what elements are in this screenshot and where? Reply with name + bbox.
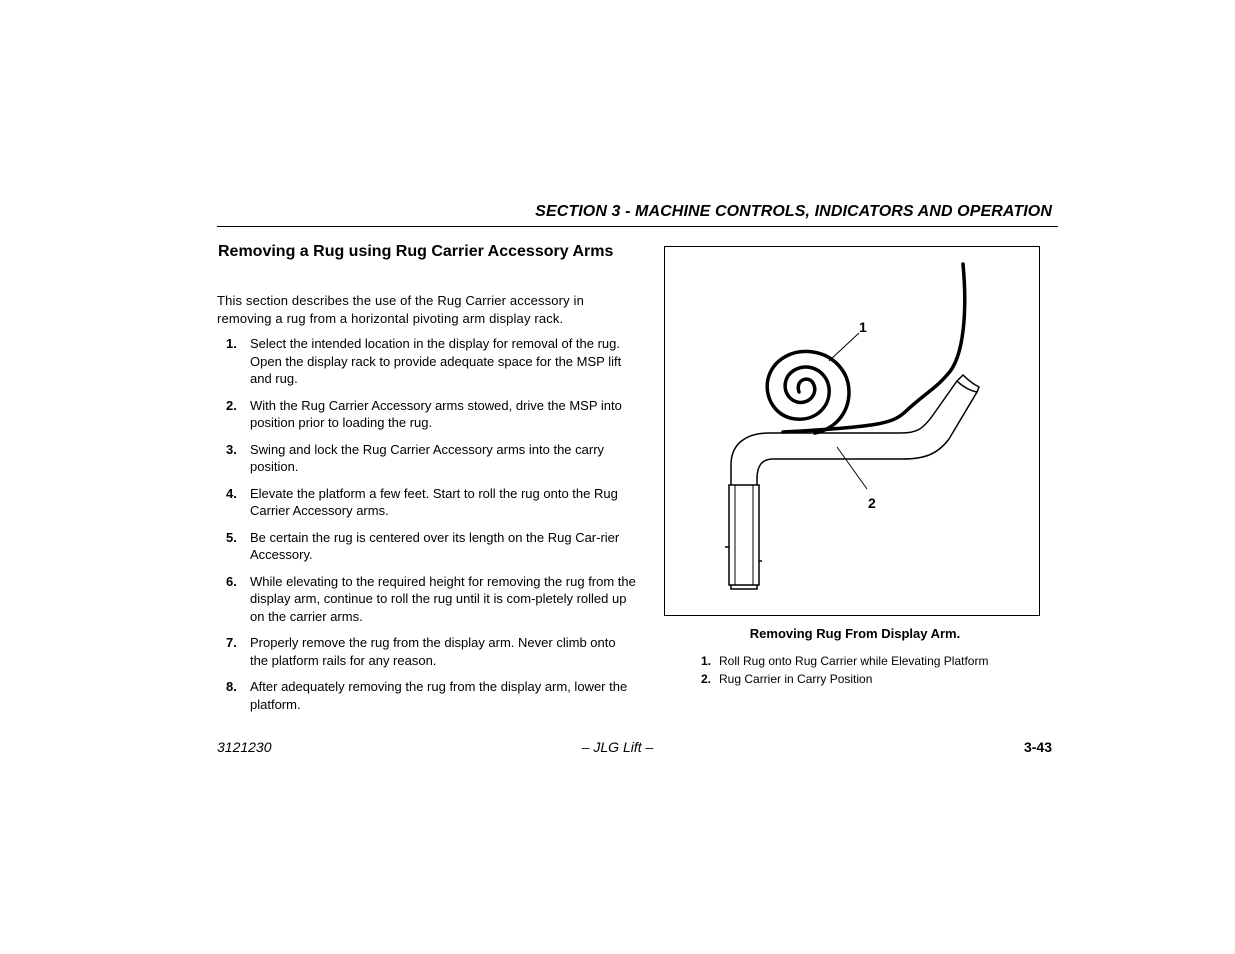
- rolled-rug-spiral: [767, 351, 849, 433]
- list-item: [701, 652, 1041, 670]
- figure-box: [664, 246, 1040, 616]
- steps-list: [217, 335, 637, 722]
- carrier-mount-post: [729, 485, 759, 585]
- step-text: Elevate the platform a few feet. Start to roll the rug onto the Rug Carrier Accessory arms.: [250, 485, 618, 518]
- list-item: [217, 678, 637, 713]
- list-item: [217, 634, 637, 669]
- step-number: 5.: [226, 529, 237, 545]
- legend-number: 1.: [701, 654, 712, 668]
- step-text: Select the intended location in the display for removal of the rug. Open the display rack to provide adequate space for the MSP lift and rug.: [250, 336, 622, 386]
- step-text: While elevating to the required height for removing the rug from the display arm, continue to roll the rug until it is com-pletely rolled up on the carrier arms.: [250, 573, 636, 624]
- list-item: [217, 573, 637, 626]
- step-number: 1.: [226, 336, 237, 351]
- rug-carrier-illustration: [665, 247, 1041, 617]
- list-item: [701, 670, 1041, 688]
- list-item: [217, 529, 637, 564]
- callout-1-leader: [829, 333, 859, 361]
- step-text: Be certain the rug is centered over its length on the Rug Car-rier Accessory.: [250, 529, 620, 562]
- figure-caption: Removing Rug From Display Arm.: [749, 626, 961, 641]
- figure-legend: [701, 652, 1041, 688]
- footer-center-title: – JLG Lift –: [581, 739, 654, 755]
- display-arm-line: [783, 264, 965, 432]
- page-heading: Removing a Rug using Rug Carrier Accessory Arms: [218, 243, 614, 260]
- section-title: SECTION 3 - MACHINE CONTROLS, INDICATORS AND OPERATION: [535, 203, 1052, 220]
- step-number: 2.: [226, 397, 237, 413]
- list-item: [217, 441, 637, 476]
- step-number: 8.: [226, 679, 237, 694]
- callout-1-label: 1: [859, 319, 867, 335]
- step-text: After adequately removing the rug from the display arm, lower the platform.: [250, 679, 628, 712]
- list-item: [217, 335, 637, 388]
- footer-doc-number: 3121230: [217, 739, 272, 755]
- intro-paragraph: This section describes the use of the Rug Carrier accessory in removing a rug from a horizontal pivoting arm display rack.: [217, 293, 584, 326]
- step-number: 4.: [226, 485, 237, 501]
- legend-number: 2.: [701, 672, 712, 686]
- header-rule: [217, 226, 1058, 227]
- step-text: Properly remove the rug from the display arm. Never climb onto the platform rails for any reason.: [250, 635, 616, 668]
- step-text: With the Rug Carrier Accessory arms stowed, drive the MSP into position prior to loading the rug.: [250, 397, 622, 430]
- step-text: Swing and lock the Rug Carrier Accessory arms into the carry position.: [250, 441, 605, 474]
- step-number: 6.: [226, 573, 237, 589]
- callout-2-label: 2: [868, 495, 876, 511]
- legend-text: Rug Carrier in Carry Position: [719, 672, 873, 686]
- list-item: [217, 485, 637, 520]
- step-number: 7.: [226, 635, 237, 650]
- callout-2-leader: [837, 447, 867, 489]
- step-number: 3.: [226, 441, 237, 457]
- list-item: [217, 397, 637, 432]
- footer-page-number: 3-43: [1023, 739, 1052, 755]
- legend-text: Roll Rug onto Rug Carrier while Elevating Platform: [719, 654, 989, 668]
